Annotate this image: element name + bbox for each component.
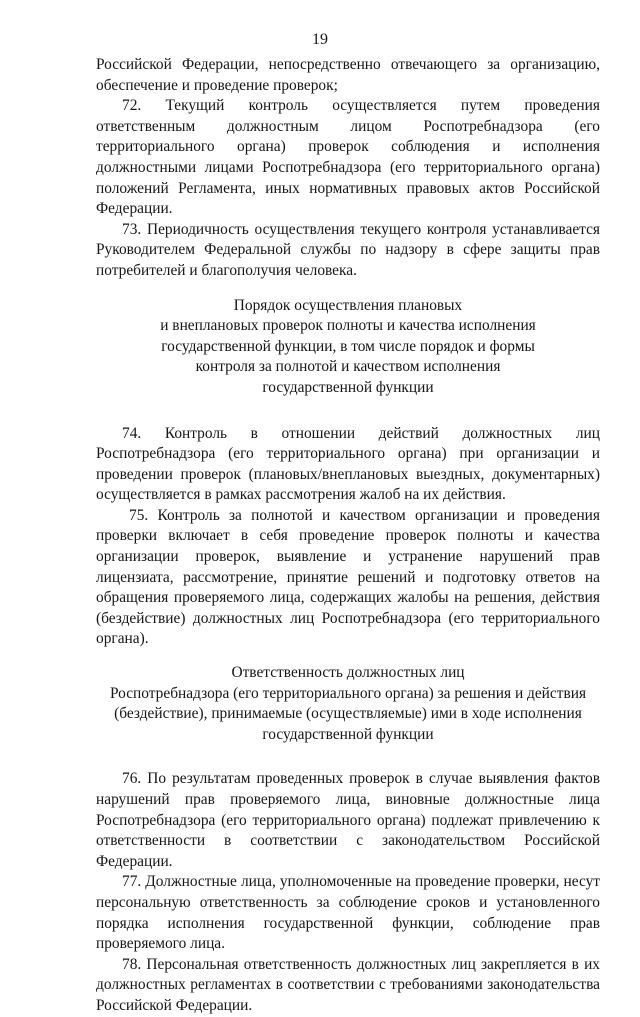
paragraph-78: 78. Персональная ответственность должностных лиц закрепляется в их должностных регламентах в соответствии с требованиями законодательства Российской Федерации. [96,955,600,1014]
paragraph-77: 77. Должностные лица, уполномоченные на проведение проверки, несут персональную ответственность за соблюдение сроков и установленного порядка исполнения государственной функции, соблюдение прав проверяемого лица. [96,873,600,953]
paragraph-74: 74. Контроль в отношении действий должностных лиц Роспотребнадзора (его территориального органа) при организации и проведении проверок (плановых/внеплановых выездных, документарных) осуществляется в рамках рассмотрения жалоб на их действия. [96,424,600,504]
heading-line: государственной функции [262,378,434,396]
heading-line: Ответственность должностных лиц [231,664,465,682]
heading-line: Роспотребнадзора (его территориального органа) за решения и действия [109,684,587,702]
heading-line: (бездействие), принимаемые (осуществляемые) ими в ходе исполнения [114,705,582,723]
heading-line: государственной функции, в том числе порядок и формы [161,337,535,355]
section-heading-inspections [96,296,600,399]
paragraph-75: 75. Контроль за полнотой и качеством организации и проведения проверки включает в себя проведение проверок полноты и качества организации проверок, выявление и устранение нарушений прав лицензиата, рассмотрение, принятие решений и подготовку ответов на обращения проверяемого лица, содержащих жалобы на решения, действия (бездействие) должностных лиц Роспотребнадзора (его территориального органа). [96,506,600,648]
paragraph-72: 72. Текущий контроль осуществляется путем проведения ответственным должностным лицом Роспотребнадзора (его территориального органа) проверок соблюдения и исполнения должностными лицами Роспотребнадзора (его территориального органа) положений Регламента, иных нормативных правовых актов Российской Федерации. [96,97,600,218]
page-number: 19 [312,31,328,48]
paragraph-76: 76. По результатам проведенных проверок в случае выявления фактов нарушений прав проверяемого лица, виновные должностные лица Роспотребнадзора (его территориального органа) подлежат привлечению к ответственности в соответствии с законодательством Российской Федерации. [96,770,600,870]
paragraph-continuation: Российской Федерации, непосредственно отвечающего за организацию, обеспечение и проведение проверок; [96,56,600,94]
heading-line: государственной функции [262,725,434,743]
paragraph-73: 73. Периодичность осуществления текущего контроля устанавливается Руководителем Федеральной службы по надзору в сфере защиты прав потребителей и благополучия человека. [96,220,600,279]
heading-line: и внеплановых проверок полноты и качества исполнения [160,317,536,335]
document-body [96,55,600,1017]
heading-line: контроля за полнотой и качеством исполнения [195,358,501,376]
heading-line: Порядок осуществления плановых [233,296,463,314]
section-heading-responsibility [96,663,600,745]
